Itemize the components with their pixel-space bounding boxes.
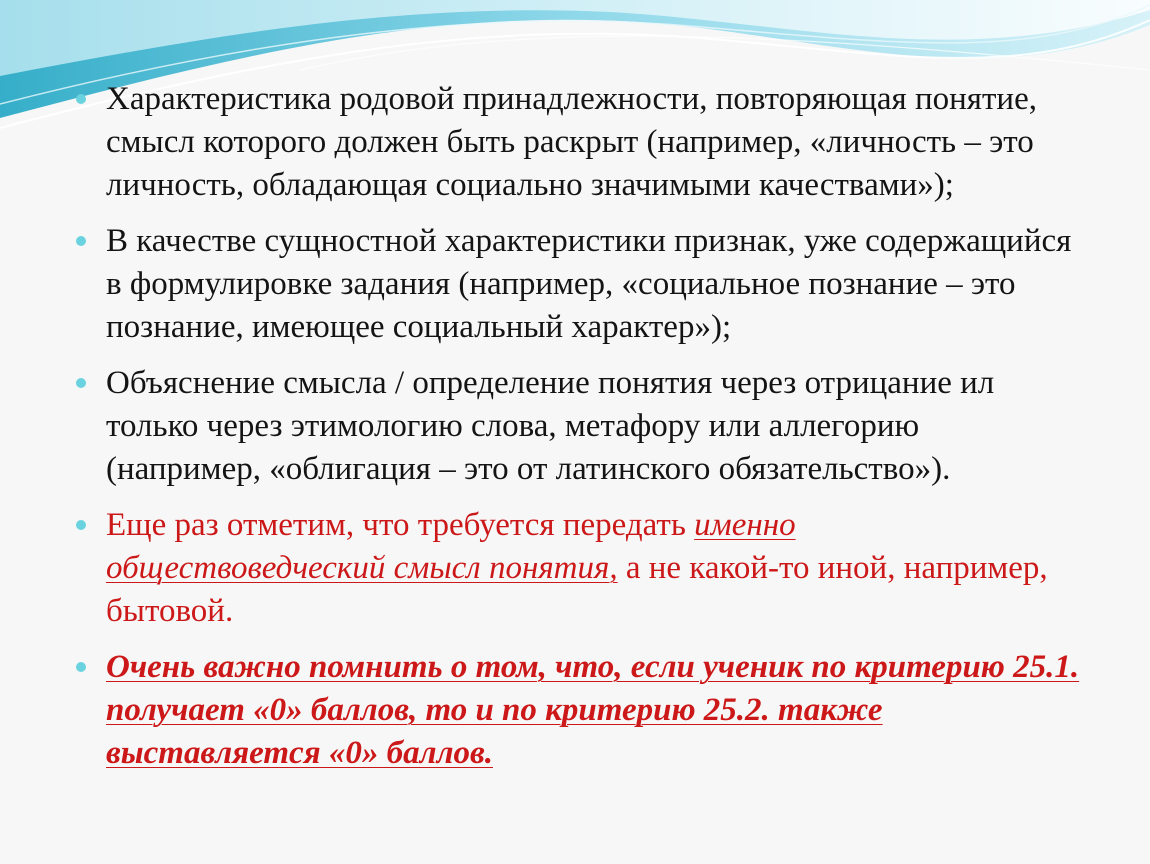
bullet-dot-icon <box>76 236 86 246</box>
list-item <box>72 646 1082 775</box>
emphasis-text: именно обществоведческий смысл понятия, <box>106 507 796 586</box>
list-item <box>72 504 1082 633</box>
bullet-dot-icon <box>76 662 86 672</box>
bullet-text-part: а не какой-то иной, например, бытовой. <box>106 550 1048 629</box>
important-note-text: Очень важно помнить о том, что, если ученик по критерию 25.1. получает «0» баллов, то и по критерию 25.2. также выставляется «0» баллов. <box>106 649 1080 771</box>
list-item <box>72 78 1082 207</box>
bullet-text: В качестве сущностной характеристики признак, уже содержащийся в формулировке задания (например, «социальное познание – это познание, имеющее социальный характер»); <box>106 223 1072 345</box>
bullet-dot-icon <box>76 94 86 104</box>
bullet-text-part: Еще раз отметим, что требуется передать <box>106 507 695 543</box>
bullet-list <box>72 78 1082 788</box>
bullet-text: Объяснение смысла / определение понятия через отрицание ил только через этимологию слова, метафору или аллегорию (например, «облигация – это от латинского обязательство»). <box>106 365 995 487</box>
list-item <box>72 220 1082 349</box>
list-item <box>72 362 1082 491</box>
bullet-dot-icon <box>76 520 86 530</box>
bullet-dot-icon <box>76 378 86 388</box>
bullet-text: Характеристика родовой принадлежности, повторяющая понятие, смысл которого должен быть раскрыт (например, «личность – это личность, обладающая социально значимыми качествами»); <box>106 81 1037 203</box>
